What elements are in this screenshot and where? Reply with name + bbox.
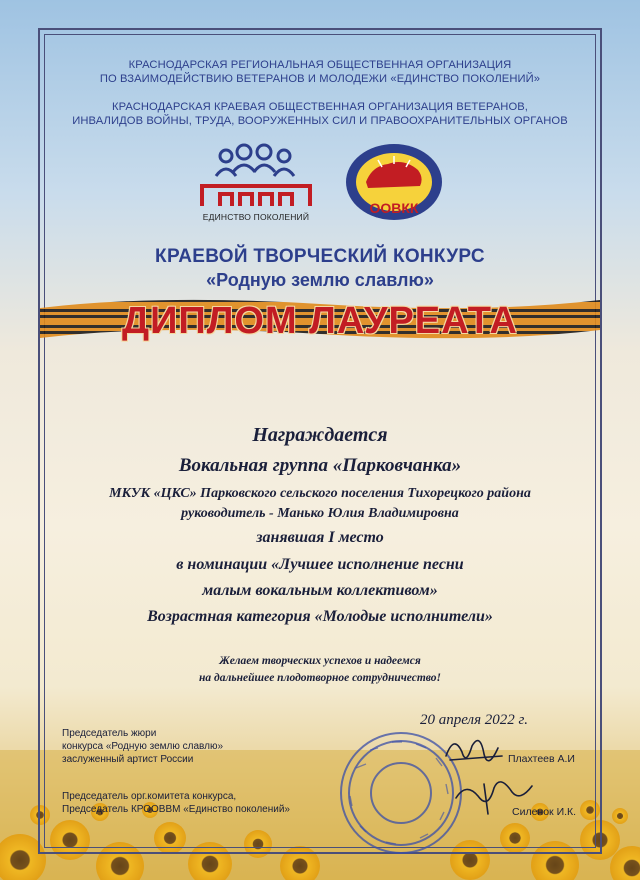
organization-1-line-2: ПО ВЗАИМОДЕЙСТВИЮ ВЕТЕРАНОВ И МОЛОДЕЖИ «ЕДИНСТВО ПОКОЛЕНИЙ» [99,73,541,85]
organization-1 [60,58,580,86]
organization-2 [60,100,580,128]
award-line-group: Вокальная группа «Парковчанка» [178,455,462,476]
unity-logo-label: ЕДИНСТВО ПОКОЛЕНИЙ [202,212,310,222]
award-line-leader: руководитель - Манько Юлия Владимировна [181,506,459,521]
org-chair-title-2: Председатель КРООВВМ «Единство поколений» [62,804,290,815]
award-line-age-category: Возрастная категория «Молодые исполнители» [147,608,493,625]
award-line-place: занявшая I место [256,529,384,546]
org-chair-title-1: Председатель орг.комитета конкурса, [62,791,237,802]
organization-2-line-2: ИНВАЛИДОВ ВОЙНЫ, ТРУДА, ВООРУЖЕННЫХ СИЛ И ПРАВООХРАНИТЕЛЬНЫХ ОРГАНОВ [72,115,568,127]
award-line-nomination-2: малым вокальным коллективом» [202,582,438,599]
handwritten-signature-image [436,726,546,816]
org-chair-name: Силенок И.К. [512,806,577,818]
award-line-institution: МКУК «ЦКС» Парковского сельского поселения Тихорецкого района [109,486,531,501]
wish-line-2: на дальнейшее плодотворное сотрудничество! [199,672,441,684]
jury-chair-title-1: Председатель жюри [62,728,157,739]
contest-name: «Родную землю славлю» [206,270,434,290]
oovkk-emblem-label: ООВКК [369,200,419,216]
diploma-title: ДИПЛОМ ЛАУРЕАТА [122,300,518,342]
jury-chair-title-2: конкурса «Родную землю славлю» [62,741,224,752]
organization-2-line-1: КРАСНОДАРСКАЯ КРАЕВАЯ ОБЩЕСТВЕННАЯ ОРГАНИЗАЦИЯ ВЕТЕРАНОВ, [111,101,529,113]
contest-title: КРАЕВОЙ ТВОРЧЕСКИЙ КОНКУРС [155,246,485,267]
jury-chair-title-3: заслуженный артист России [62,754,194,765]
award-line-nomination-1: в номинации «Лучшее исполнение песни [176,556,464,573]
award-line-awarded: Награждается [252,424,388,446]
wish-line-1: Желаем творческих успехов и надеемся [219,655,421,667]
organization-1-line-1: КРАСНОДАРСКАЯ РЕГИОНАЛЬНАЯ ОБЩЕСТВЕННАЯ ОРГАНИЗАЦИЯ [128,59,512,71]
jury-chair-name: Плахтеев А.И [508,753,575,765]
award-date: 20 апреля 2022 г. [420,712,528,728]
